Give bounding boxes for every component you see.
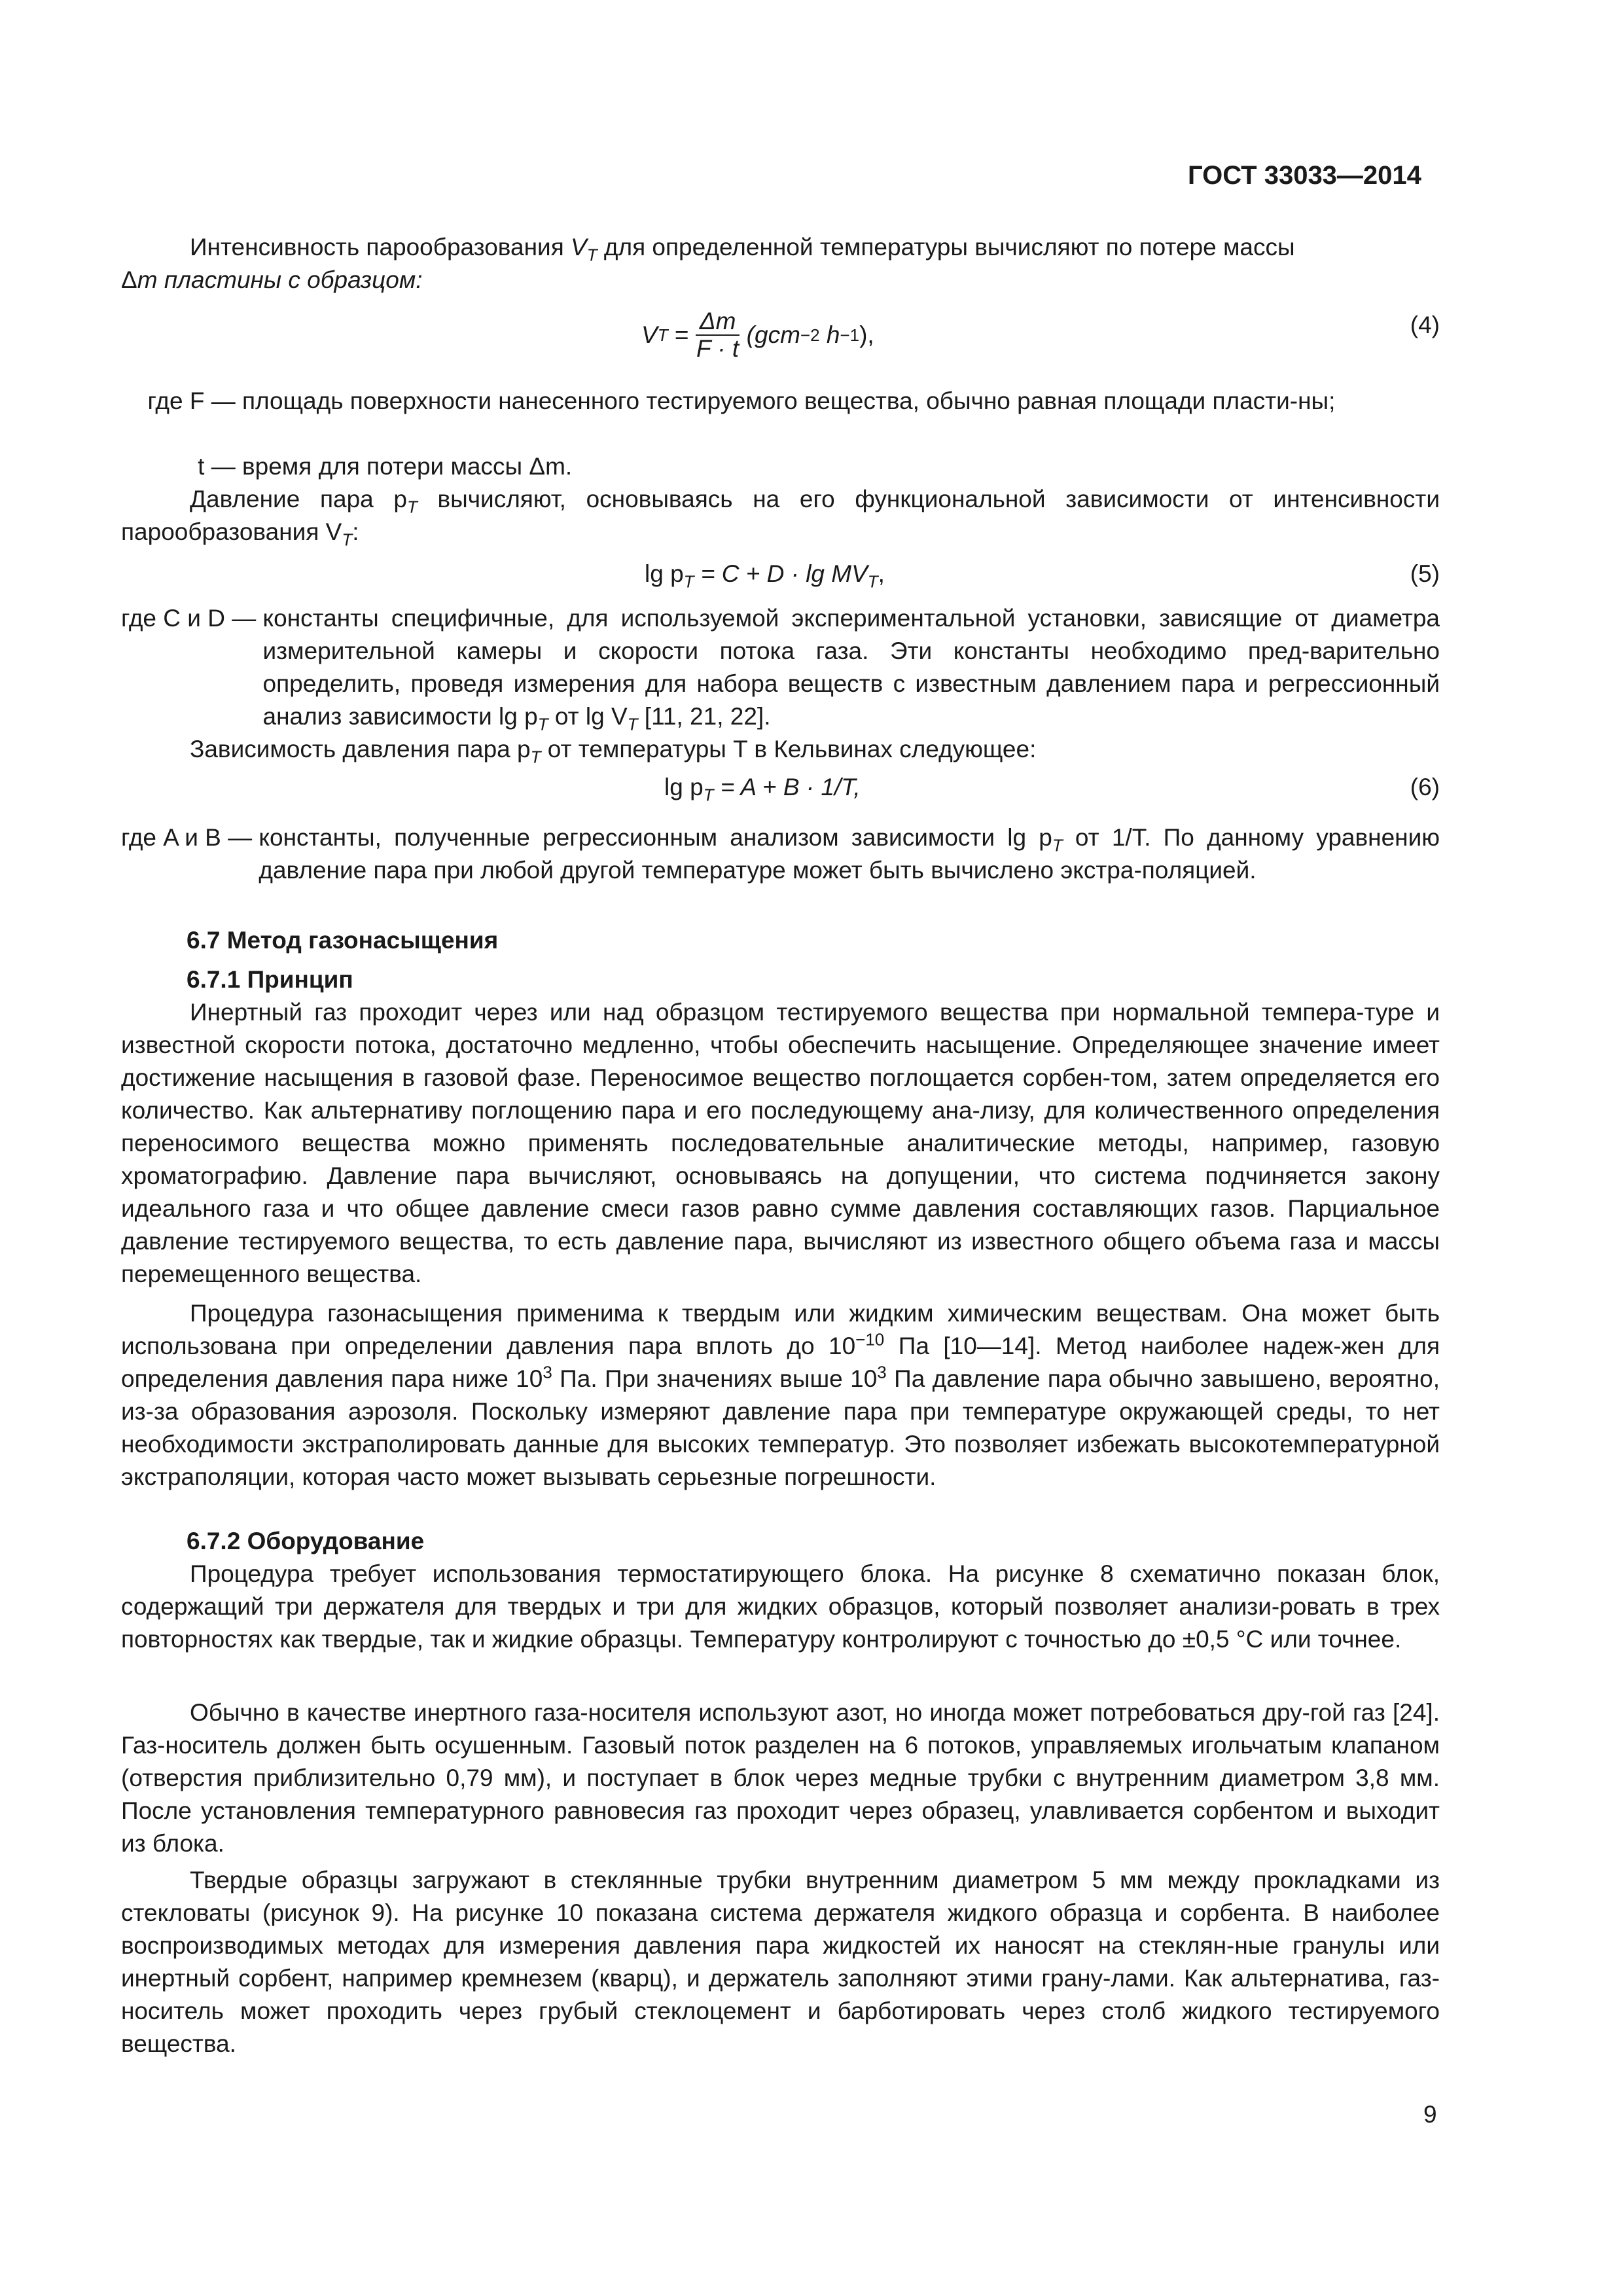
definition-A-B (121, 821, 1440, 887)
paragraph-equipment: Процедура требует использования термостатирующего блока. На рисунке 8 схематично показан блок, содержащий три держателя для твердых и три для жидких образцов, который позволяет анализи-ровать в трех повторностях как твердые, так и жидкие образцы. Температуру контролируют с точностью до ±0,5 °С или точнее. (121, 1560, 1440, 1653)
formula-4: V T = $\frac{\Delta m}{F \cdot t}$ (gcm −2 h −1 ), (4) (641, 308, 1440, 362)
text: : (352, 518, 359, 545)
delta-symbol: Δ (121, 266, 137, 293)
sub: T (586, 245, 597, 265)
paragraph-vapor-pressure (121, 483, 1440, 548)
description: площадь поверхности нанесенного тестируемого вещества, обычно равная площади пласти-ны; (242, 387, 1336, 414)
text: Па. При значениях выше 10 (552, 1365, 878, 1392)
text: Зависимость давления пара p (190, 736, 531, 762)
sub: T (683, 571, 694, 592)
description (259, 821, 1440, 887)
formula-number: (4) (1410, 312, 1440, 338)
fraction (696, 308, 740, 362)
section-heading-6-7-1: 6.7.1 Принцип (187, 966, 353, 993)
text: константы специфичные, для используемой экспериментальной установки, зависящие от диаметра измерительной камеры и скорости потока газа. Эти константы необходимо пред-варительно определить, проведя измерения для набора веществ с известным давлением пара и регрессионный анализ зависимости lg p (262, 605, 1440, 730)
description: время для потери массы Δm. (242, 453, 573, 480)
text: = C + D · lg MV (694, 560, 868, 587)
text: от температуры T в Кельвинах следующее: (541, 736, 1037, 762)
sup: 3 (877, 1362, 887, 1382)
formula-lhs-sub: T (657, 325, 668, 345)
paragraph-carrier-gas: Обычно в качестве инертного газа-носителя используют азот, но иногда может потребоваться дру-гой газ [24]. Газ-носитель должен быть осушенным. Газовый поток разделен на 6 потоков, управляемых игольчатым клапаном (отверстия приблизительно 0,79 мм), и поступает в блок через медные трубки с внутренним диаметром 3,8 мм. После установления температурного равновесия газ проходит через образец, улавливается сорбентом и выходит из блока. (121, 1699, 1440, 1857)
sub: T (1052, 835, 1063, 855)
text: Давление пара p (190, 486, 407, 512)
definition-C-D (121, 602, 1440, 733)
denominator: F · t (696, 335, 740, 362)
text: Па давление пара обычно завышено, вероятно, из-за образования аэрозоля. Поскольку измеряют давление пара при температуре окружающей среды, то нет необходимости экстраполировать данные для высоких температур. Это позволяет избежать высокотемпературной экстраполяции, которая часто может вызывать серьезные погрешности. (121, 1365, 1440, 1490)
text: Интенсивность парообразования (190, 234, 571, 260)
text: Процедура газонасыщения применима к твердым или жидким химическим веществам. Она может быть использована при определении давления пара вплоть до 10 (121, 1300, 1440, 1359)
units: (gcm (740, 321, 800, 348)
term: где C и D — (121, 605, 263, 632)
description (263, 602, 1440, 733)
formula-number: (5) (1410, 560, 1440, 587)
sub: T (406, 497, 418, 517)
sup: 3 (543, 1362, 552, 1382)
paragraph-temperature-dependence (121, 733, 1440, 766)
sub: T (703, 785, 714, 805)
sub: T (530, 747, 541, 767)
document-id-header: ГОСТ 33033—2014 (1188, 161, 1421, 190)
units-mid: h (819, 321, 840, 348)
term: где A и B — (121, 824, 259, 851)
section-heading-6-7: 6.7 Метод газонасыщения (187, 927, 499, 954)
text: Па [10—14]. Метод наиболее надеж-жен для определения давления пара ниже 10 (121, 1333, 1440, 1392)
units-end: ), (859, 321, 874, 348)
sup: −10 (855, 1329, 885, 1350)
paragraph-evaporation-rate (121, 231, 1440, 296)
sub: T (867, 571, 878, 592)
formula-5 (121, 558, 1440, 590)
text: lg p (645, 560, 684, 587)
formula-body (645, 558, 885, 590)
term: t — (198, 453, 242, 480)
text: [11, 21, 22]. (637, 703, 771, 730)
text: вычисляют, основываясь на его функциональной зависимости от интенсивности парообразования V (121, 486, 1440, 545)
text: от lg V (548, 703, 628, 730)
sub: T (342, 529, 353, 550)
definition-t (121, 450, 1440, 483)
text: для определенной температуры вычисляют по потере массы (597, 234, 1295, 260)
formula-6 (121, 771, 1440, 804)
page-number: 9 (1423, 2101, 1437, 2128)
sub: T (537, 714, 548, 734)
text: lg p (664, 774, 704, 800)
paragraph-samples: Твердые образцы загружают в стеклянные трубки внутренним диаметром 5 мм между прокладками из стекловаты (рисунок 9). На рисунке 10 показана система держателя жидкого образца и сорбента. В наиболее воспроизводимых методах для измерения давления пара жидкостей их наносят на стеклян-ные гранулы или инертный сорбент, например кремнезем (кварц), и держатель заполняют этими грану-лами. Как альтернатива, газ-носитель может проходить через грубый стеклоцемент и барботировать через столб жидкого тестируемого вещества. (121, 1867, 1440, 2057)
numerator: Δm (696, 308, 740, 336)
definition-F (121, 385, 1440, 418)
text: константы, полученные регрессионным анализом зависимости lg p (259, 824, 1052, 851)
formula-number: (6) (1410, 774, 1440, 800)
sub: T (627, 714, 638, 734)
text: , (878, 560, 885, 587)
text: m пластины с образцом: (137, 266, 423, 293)
paragraph-principle: Инертный газ проходит через или над образцом тестируемого вещества при нормальной темпера-туре и известной скорости потока, достаточно медленно, чтобы обеспечить насыщение. Определяющее значение имеет достижение насыщения в газовой фазе. Переносимое вещество поглощается сорбен-том, затем определяется его количество. Как альтернативу поглощению пара и его последующему ана-лизу, для количественного определения переносимого вещества можно применять последовательные аналитические методы, например, газовую хроматографию. Давление пара вычисляют, основываясь на допущении, что система подчиняется закону идеального газа и что общее давление смеси газов равно сумме давления составляющих газов. Парциальное давление тестируемого вещества, то есть давление пара, вычисляют из известного общего объема газа и массы перемещенного вещества. (121, 999, 1440, 1287)
section-heading-6-7-2: 6.7.2 Оборудование (187, 1528, 425, 1554)
formula-eq: = (668, 321, 696, 348)
var: V (571, 234, 587, 260)
term: где F — (147, 387, 242, 414)
paragraph-applicability (121, 1297, 1440, 1494)
text: от 1/T. По данному уравнению давление пара при любой другой температуре может быть вычислено экстра-поляцией. (259, 824, 1440, 884)
formula-lhs: V (641, 321, 658, 348)
text: = A + B · 1/T, (713, 774, 861, 800)
formula-body (664, 771, 861, 804)
